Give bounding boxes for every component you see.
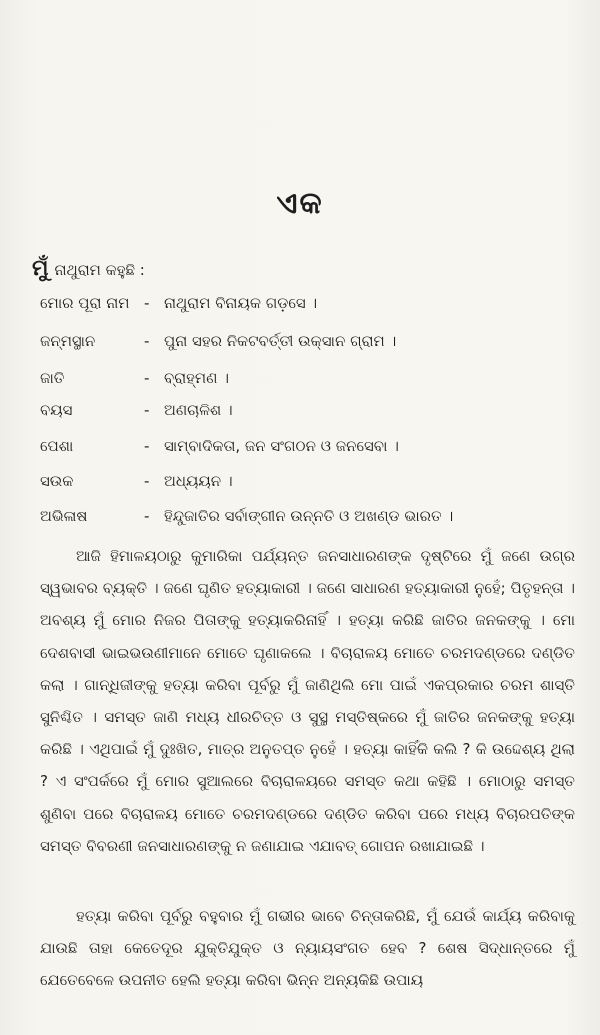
info-label: ଜନ୍ମସ୍ଥାନ (40, 332, 96, 350)
info-label: ବୟସ (40, 401, 73, 419)
speaker-initial: ମୁଁ (32, 256, 49, 281)
info-dash: - (144, 332, 150, 350)
info-row-full-name (40, 294, 317, 312)
info-value: ସାମ୍ବାଦିକତା, ଜନ ସଂଗଠନ ଓ ଜନସେବା । (164, 437, 399, 455)
info-dash: - (144, 401, 150, 419)
info-value: ଅଧ୍ୟୟନ । (164, 472, 233, 490)
chapter-title: ଏକ (276, 186, 324, 221)
info-row-occupation (40, 437, 399, 455)
info-label: ପେଶା (40, 437, 74, 455)
info-label: ଜାତି (40, 369, 65, 387)
body-paragraph: ହତ୍ୟା କରିବା ପୂର୍ବରୁ ବହୁବାର ମୁଁ ଗଭୀର ଭାବେ ଚିନ୍ତାକରିଛି, ମୁଁ ଯେଉଁ କାର୍ଯ୍ୟ କରିବାକୁ ଯାଉଛି ତାହା କେତେଦୂର ଯୁକ୍ତିଯୁକ୍ତ ଓ ନ୍ୟାୟସଂଗତ ହେବ ? ଶେଷ ସିଦ୍ଧାନ୍ତରେ ମୁଁ ଯେତେବେଳେ ଉପନୀତ ହେଲି ହତ୍ୟା କରିବା ଭିନ୍ନ ଅନ୍ୟକିଛି ଉପାୟ (40, 907, 575, 990)
info-dash: - (144, 437, 150, 455)
info-row-caste (40, 369, 229, 387)
info-dash: - (144, 294, 150, 312)
info-row-age (40, 401, 233, 419)
info-dash: - (144, 369, 150, 387)
info-value: ଅଣଚାଳିଶ । (164, 401, 233, 419)
info-value: ବ୍ରାହ୍ମଣ । (164, 369, 229, 387)
info-label: ମୋର ପୂରା ନାମ (40, 294, 130, 312)
speaker-rest: ନାଥୁରାମ କହୁଛି : (54, 261, 145, 279)
info-row-hobby (40, 472, 233, 490)
speaker-intro (32, 256, 145, 281)
info-value: ପୁନା ସହର ନିକଟବର୍ତ୍ତୀ ଉକ୍‌ସାନ ଗ୍ରାମ । (164, 332, 397, 350)
body-paragraph: ଆଜି ହିମାଳୟଠାରୁ କୁମାରିକା ପର୍ଯ୍ୟନ୍ତ ଜନସାଧାରଣଙ୍କ ଦୃଷ୍ଟିରେ ମୁଁ ଜଣେ ଉଗ୍ର ସ୍ୱଭାବର ବ୍ୟକ୍ତି । ଜଣେ ଘୃଣିତ ହତ୍ୟାକାରୀ । ଜଣେ ସାଧାରଣ ହତ୍ୟାକାରୀ ନୁହେଁ; ପିତୃହନ୍ତା । ଅବଶ୍ୟ ମୁଁ ମୋର ନିଜର ପିତାଙ୍କୁ ହତ୍ୟାକରିନାହିଁ । ହତ୍ୟା କରିଛି ଜାତିର ଜନକଙ୍କୁ । ମୋ ଦେଶବାସୀ ଭାଇଭଉଣୀମାନେ ମୋତେ ଘୃଣାକଲେ । ବିଚାରାଳୟ ମୋତେ ଚରମଦଣ୍ଡରେ ଦଣ୍ଡିତ କଲା । ଗାନ୍ଧିଜୀଙ୍କୁ ହତ୍ୟା କରିବା ପୂର୍ବରୁ ମୁଁ ଜାଣିଥିଲି ମୋ ପାଇଁ ଏକପ୍ରକାର ଚରମ ଶାସ୍ତି ସୁନିଶ୍ଚିତ । ସମସ୍ତ ଜାଣି ମଧ୍ୟ ଧୀରଚିତ୍ତ ଓ ସୁସ୍ଥ ମସ୍ତିଷ୍କରେ ମୁଁ ଜାତିର ଜନକଙ୍କୁ ହତ୍ୟା କରିଛି । ଏଥିପାଇଁ ମୁଁ ଦୁଃଖିତ, ମାତ୍ର ଅନୁତପ୍ତ ନୁହେଁ । ହତ୍ୟା କାହିଁକି କଲି ? କି ଉଦ୍ଦେଶ୍ୟ ଥିଲା ? ଏ ସଂପର୍କରେ ମୁଁ ମୋର ସୁଆଲରେ ବିଚାରାଳୟରେ ସମସ୍ତ କଥା କହିଛି । ମୋଠାରୁ ସମସ୍ତ ଶୁଣିବା ପରେ ବିଚାରାଳୟ ମୋତେ ଚରମଦଣ୍ଡରେ ଦଣ୍ଡିତ କରିବା ପରେ ମଧ୍ୟ ବିଚାରପତିଙ୍କ ସମସ୍ତ ବିବରଣୀ ଜନସାଧାରଣଙ୍କୁ ନ ଜଣାଯାଇ ଏଯାବତ୍ ଗୋପନ ରଖାଯାଇଛି । (40, 547, 575, 855)
info-value: ହିନ୍ଦୁଜାତିର ସର୍ବାଙ୍ଗୀନ ଉନ୍ନତି ଓ ଅଖଣ୍ଡ ଭାରତ । (164, 507, 454, 525)
info-label: ସଉକ (40, 472, 74, 490)
info-row-ambition (40, 507, 453, 525)
info-dash: - (144, 507, 150, 525)
info-value: ନାଥୁରାମ ବିନାୟକ ଗଡ଼ସେ । (164, 294, 318, 312)
info-label: ଅଭିଳାଷ (40, 507, 88, 525)
info-row-birthplace (40, 332, 396, 350)
info-dash: - (144, 472, 150, 490)
